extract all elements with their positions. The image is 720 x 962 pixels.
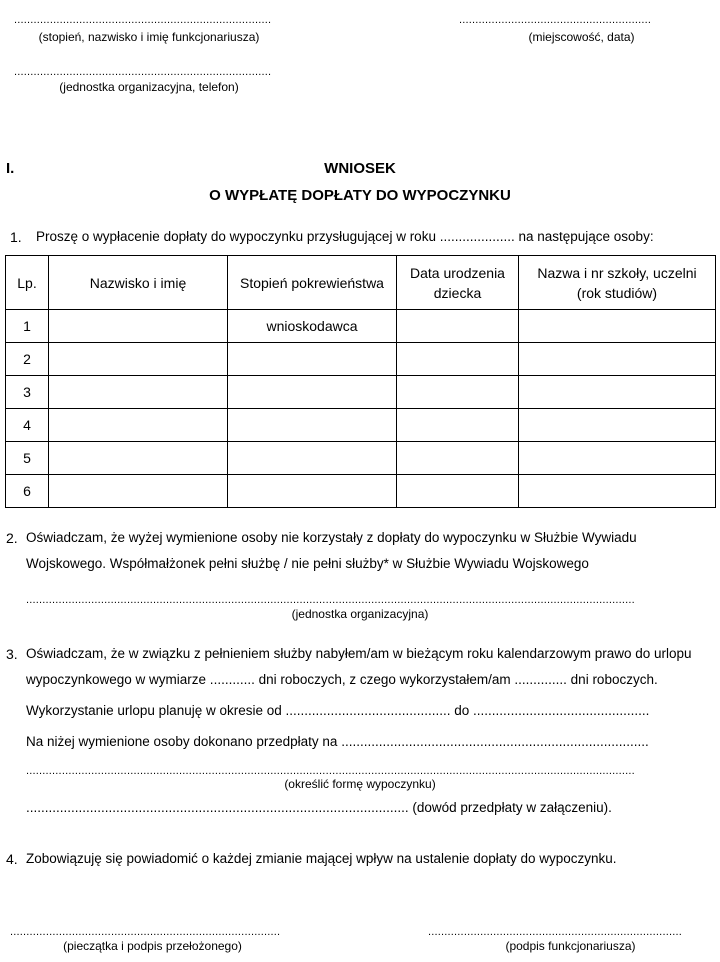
- table-row: [6, 475, 716, 508]
- row-name-cell[interactable]: [49, 475, 228, 508]
- row-school-cell[interactable]: [519, 409, 716, 442]
- row-birthdate-cell[interactable]: [397, 343, 519, 376]
- table-row: [6, 409, 716, 442]
- row-school-cell[interactable]: [519, 343, 716, 376]
- col-birthdate-header: [397, 256, 519, 310]
- item3-number: 3.: [6, 646, 18, 662]
- col-lp-header: Lp.: [6, 256, 49, 310]
- row-relation-cell[interactable]: [228, 475, 397, 508]
- row-birthdate-cell[interactable]: [397, 442, 519, 475]
- item3-form-caption: (określić formę wypoczynku): [284, 777, 436, 791]
- table-row: [6, 376, 716, 409]
- row-name-cell[interactable]: [49, 343, 228, 376]
- officer-caption: (stopień, nazwisko i imię funkcjonariusza): [38, 30, 260, 44]
- item4-number: 4.: [6, 851, 18, 867]
- row-lp: 6: [6, 475, 49, 508]
- row-lp: 4: [6, 409, 49, 442]
- row-relation-cell[interactable]: [228, 376, 397, 409]
- table-row: [6, 343, 716, 376]
- col-birthdate-header-l1: Data urodzenia: [410, 264, 505, 281]
- col-school-header-l2: (rok studiów): [576, 284, 658, 301]
- item1-number: 1.: [10, 229, 22, 245]
- officer-signature-line: ...............................................................................: [14, 14, 272, 26]
- row-school-cell[interactable]: [519, 475, 716, 508]
- row-lp: 2: [6, 343, 49, 376]
- section-number: I.: [6, 160, 15, 177]
- table-header-row: [6, 256, 716, 310]
- row-birthdate-cell[interactable]: [397, 475, 519, 508]
- row-birthdate-cell[interactable]: [397, 376, 519, 409]
- row-school-cell[interactable]: [519, 310, 716, 343]
- officer-final-signature-line[interactable]: ..............................................................................: [428, 926, 682, 938]
- unit-line: ...............................................................................: [14, 66, 272, 78]
- item4-text: Zobowiązuję się powiadomić o każdej zmianie mającej wpływ na ustalenie dopłaty do wypoczynku.: [26, 851, 617, 866]
- item3-line3[interactable]: Wykorzystanie urlopu planuję w okresie od ............................................ do ...............................................: [26, 703, 650, 718]
- row-name-cell[interactable]: [49, 442, 228, 475]
- item3-line1: Oświadczam, że w związku z pełnieniem służby nabyłem/am w bieżącym roku kalendarzowym prawo do urlopu: [26, 646, 692, 661]
- col-school-header: [519, 256, 716, 310]
- place-date-line: ...........................................................: [459, 14, 652, 26]
- row-lp: 5: [6, 442, 49, 475]
- unit-caption: (jednostka organizacyjna, telefon): [59, 80, 239, 94]
- form-subtitle: O WYPŁATĘ DOPŁATY DO WYPOCZYNKU: [209, 187, 511, 204]
- row-lp: 1: [6, 310, 49, 343]
- row-name-cell[interactable]: [49, 409, 228, 442]
- item1-text: Proszę o wypłacenie dopłaty do wypoczynku przysługującej w roku .................... na następujące osoby:: [36, 229, 654, 244]
- item2-unit-caption: (jednostka organizacyjna): [291, 607, 429, 621]
- item2-unit-line[interactable]: ...........................................................................................................................................................................................: [26, 594, 635, 606]
- row-birthdate-cell[interactable]: [397, 409, 519, 442]
- row-relation-cell[interactable]: [228, 343, 397, 376]
- col-school-header-l1: Nazwa i nr szkoły, uczelni: [537, 264, 697, 281]
- row-name-cell[interactable]: [49, 310, 228, 343]
- row-relation-cell[interactable]: [228, 442, 397, 475]
- item3-line2[interactable]: wypoczynkowego w wymiarze ............ dni roboczych, z czego wykorzystałem/am .............. dni roboczych.: [26, 672, 658, 687]
- item3-form-line[interactable]: ...........................................................................................................................................................................................: [26, 765, 635, 777]
- supervisor-signature-caption: (pieczątka i podpis przełożonego): [63, 939, 242, 953]
- family-members-table: [5, 255, 716, 508]
- row-birthdate-cell[interactable]: [397, 310, 519, 343]
- col-relation-header: Stopień pokrewieństwa: [228, 256, 397, 310]
- col-birthdate-header-l2: dziecka: [433, 284, 482, 301]
- item3-line4[interactable]: Na niżej wymienione osoby dokonano przedpłaty na ..................................................................................: [26, 734, 649, 749]
- officer-final-signature-caption: (podpis funkcjonariusza): [505, 939, 636, 953]
- table-row: [6, 310, 716, 343]
- row-school-cell[interactable]: [519, 442, 716, 475]
- row-relation-cell[interactable]: [228, 409, 397, 442]
- form-title: WNIOSEK: [324, 160, 396, 177]
- table-row: [6, 442, 716, 475]
- item2-line1: Oświadczam, że wyżej wymienione osoby nie korzystały z dopłaty do wypoczynku w Służbie Wywiadu: [26, 530, 637, 545]
- place-date-caption: (miejscowość, data): [528, 30, 635, 44]
- item3-line5[interactable]: ...................................................................................................... (dowód przedpłaty w załączeniu).: [26, 800, 612, 815]
- item2-number: 2.: [6, 530, 18, 546]
- row-name-cell[interactable]: [49, 376, 228, 409]
- row-school-cell[interactable]: [519, 376, 716, 409]
- row-lp: 3: [6, 376, 49, 409]
- item2-line2: Wojskowego. Współmałżonek pełni służbę / nie pełni służby* w Służbie Wywiadu Wojskowego: [26, 556, 589, 571]
- supervisor-signature-line[interactable]: ...................................................................................: [10, 926, 281, 938]
- col-name-header: Nazwisko i imię: [49, 256, 228, 310]
- row-relation-cell[interactable]: wnioskodawca: [228, 310, 397, 343]
